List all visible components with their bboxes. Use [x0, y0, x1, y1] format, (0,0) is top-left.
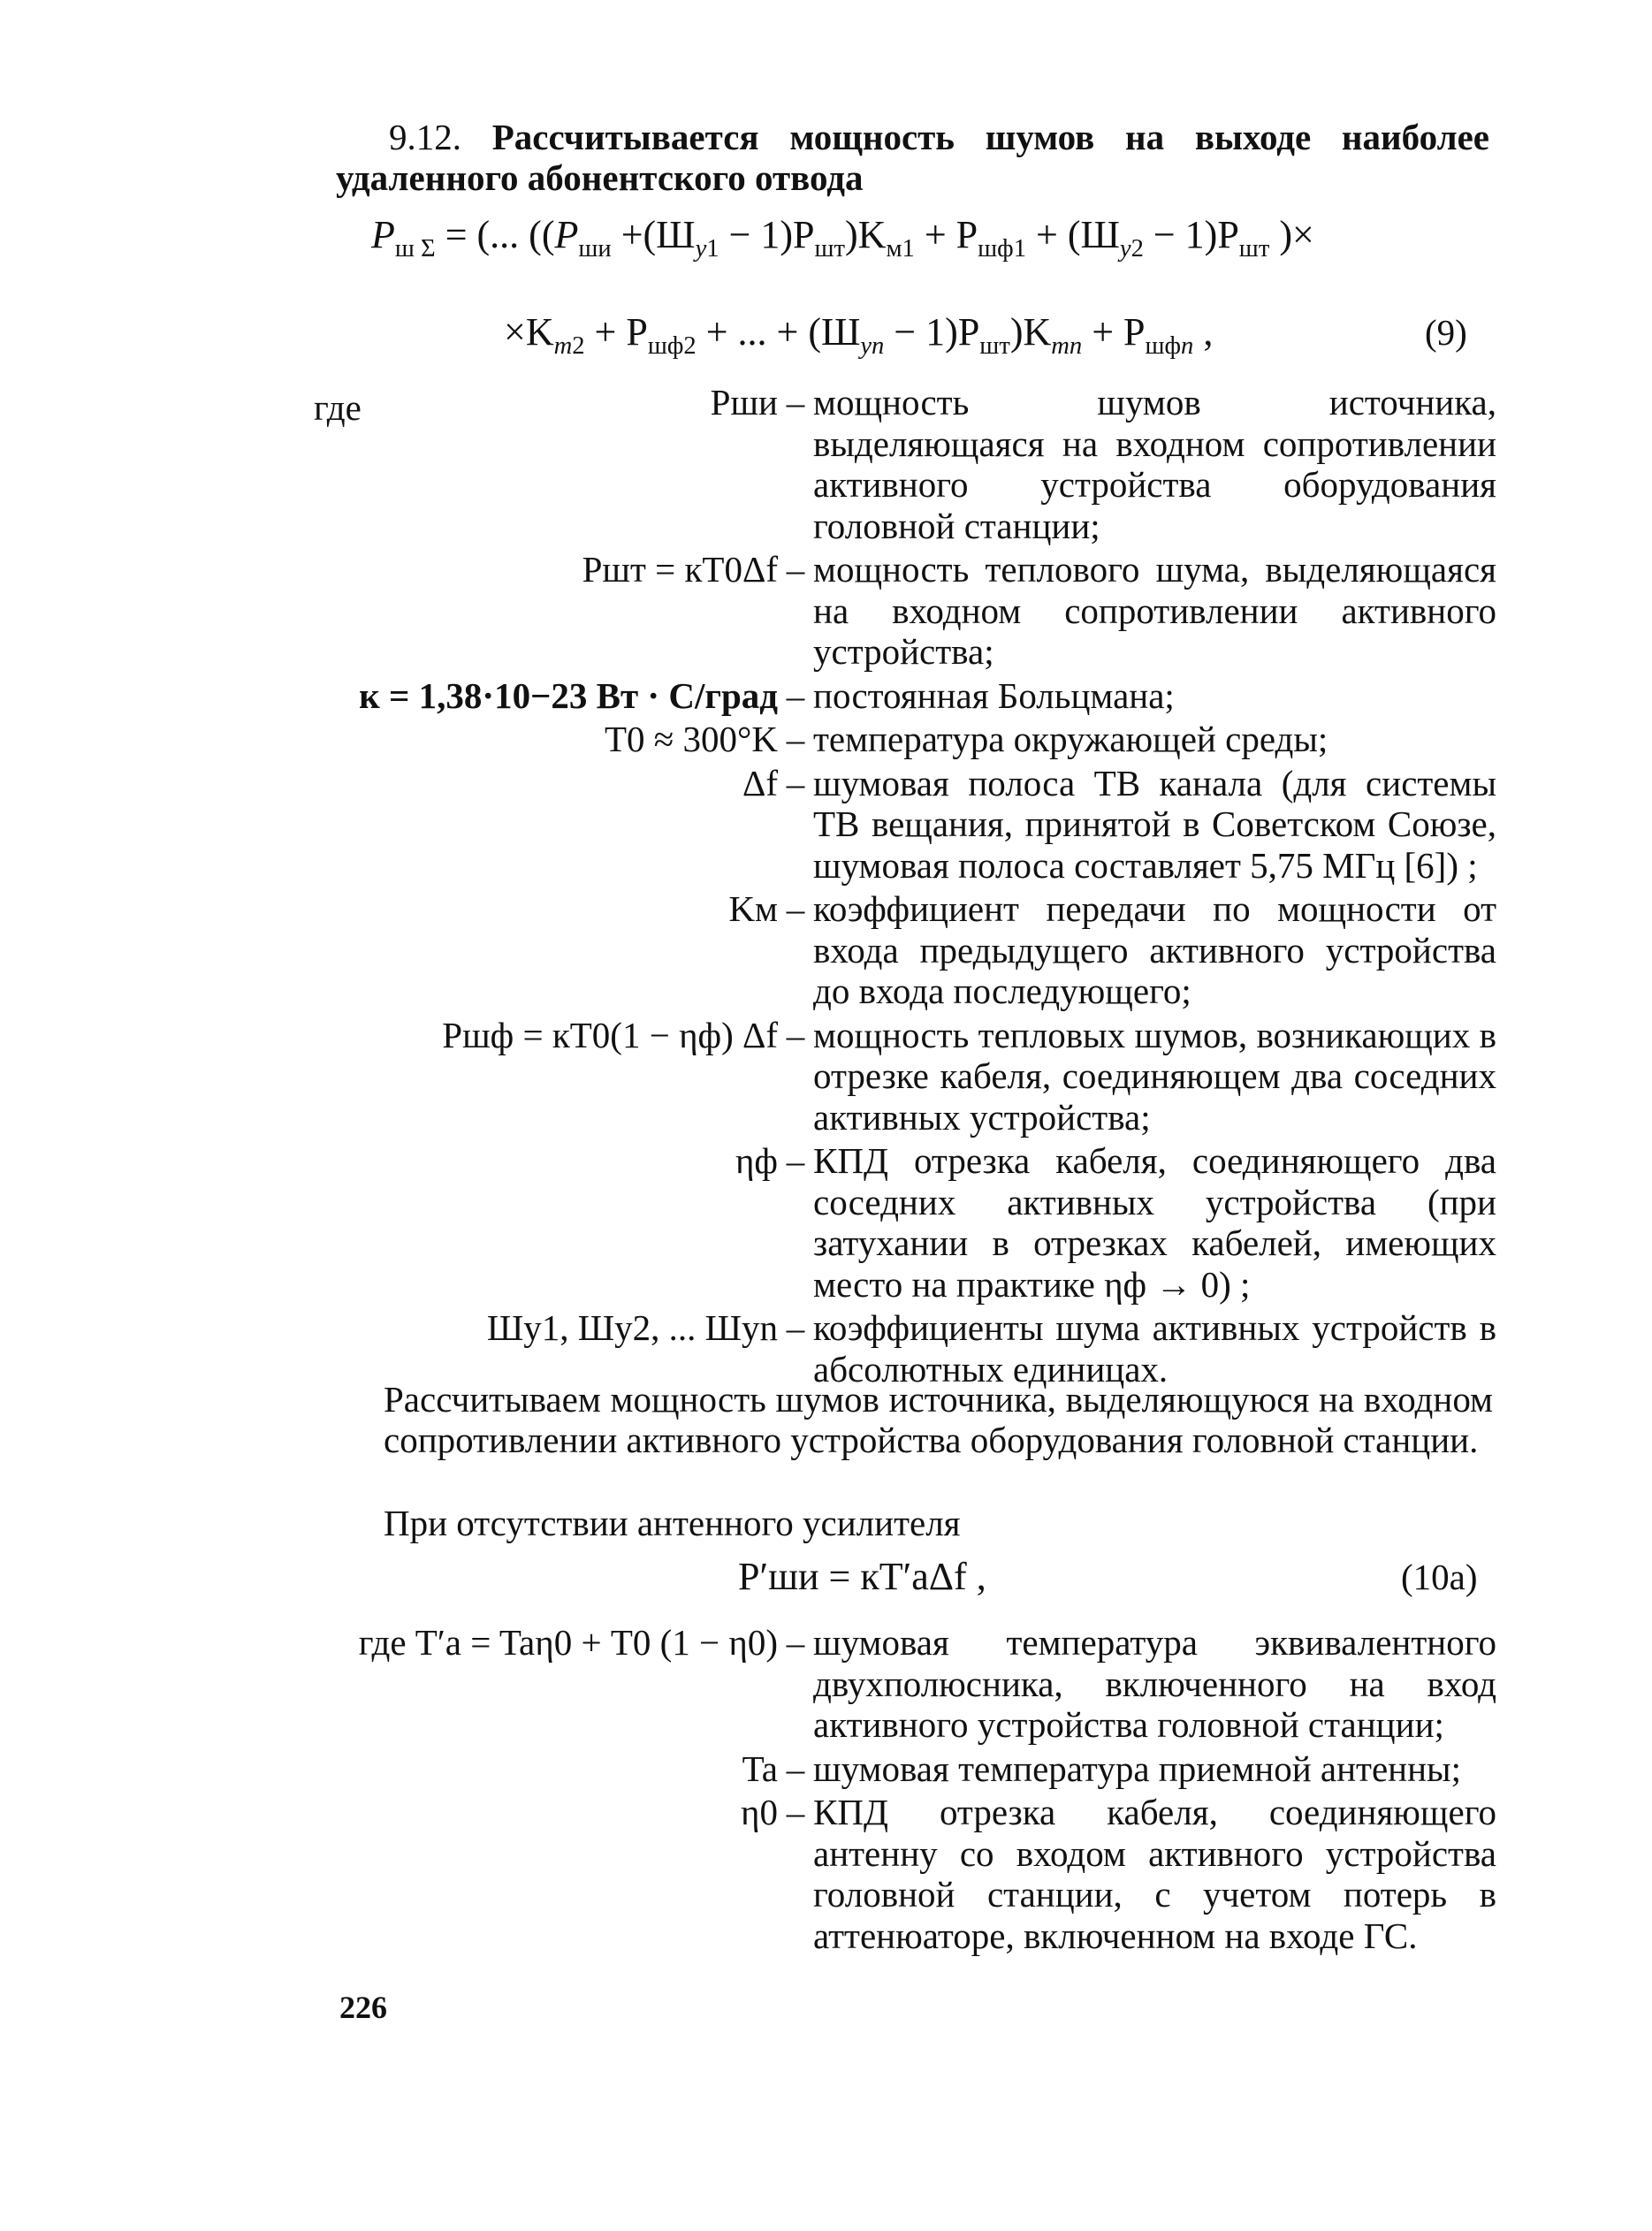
- definition-symbol: Pшт = кT0Δf: [582, 549, 778, 590]
- equation-10a-number: (10a): [1401, 1557, 1478, 1597]
- section-heading: [336, 117, 1489, 198]
- definition-dash: –: [786, 1622, 805, 1663]
- definition-text: шумовая температура эквивалентного двухполюсника, включенного на вход активного устройства головной станции;: [813, 1622, 1496, 1745]
- definition-text: шумовая полоса ТВ канала (для системы ТВ вещания, принятой в Советском Союзе, шумовая полоса составляет 5,75 МГц [6]) ;: [813, 762, 1496, 886]
- definition-row: [301, 888, 1503, 1012]
- page-number: 226: [339, 1990, 387, 2025]
- definition-dash: –: [786, 549, 805, 590]
- definition-row: [301, 719, 1503, 760]
- definition-text: шумовая температура приемной антенны;: [813, 1747, 1461, 1789]
- definition-text: мощность шумов источника, выделяющаяся на входном сопротивлении активного устройства оборудования головной станции;: [813, 382, 1496, 546]
- definition-dash: –: [786, 1747, 805, 1789]
- definition-dash: –: [786, 382, 805, 423]
- definition-row: [301, 1015, 1503, 1138]
- paragraph-source-noise: Рассчитываем мощность шумов источника, выделяющуюся на входном сопротивлении активного устройства оборудования головной станции.: [384, 1379, 1493, 1460]
- definition-symbol: где T′a = Taη0 + T0 (1 − η0): [358, 1622, 778, 1663]
- definition-text: КПД отрезка кабеля, соединяющего антенну со входом активного устройства головной станции, с учетом потерь в аттенюаторе, включенном на входе ГС.: [813, 1792, 1496, 1956]
- definition-row: [301, 1792, 1503, 1956]
- definition-row: [301, 675, 1503, 717]
- where-label: где: [314, 387, 362, 428]
- definition-text: коэффициенты шума активных устройств в абсолютных единицах.: [813, 1307, 1496, 1390]
- definition-text: мощность теплового шума, выделяющаяся на входном сопротивлении активного устройства;: [813, 549, 1496, 672]
- definition-dash: –: [786, 1014, 805, 1055]
- definition-text: КПД отрезка кабеля, соединяющего два соседних активных устройства (при затухании в отрезках кабелей, имеющих место на практике ηф → 0) ;: [813, 1140, 1496, 1305]
- definitions-list-1: [301, 382, 1503, 1392]
- definition-dash: –: [786, 1792, 805, 1832]
- paragraph-no-amplifier: При отсутствии антенного усилителя: [384, 1503, 961, 1543]
- definition-symbol: Pши: [710, 382, 778, 423]
- definition-symbol: Kм: [728, 888, 778, 929]
- equation-10a: P′ши = кT′aΔf ,: [738, 1555, 986, 1598]
- definitions-list-2: [301, 1622, 1503, 1959]
- definition-row: [301, 1140, 1503, 1305]
- definition-symbol: Ta: [742, 1747, 778, 1789]
- definition-row: [301, 1748, 1503, 1790]
- definition-dash: –: [786, 762, 805, 803]
- equation-9-line2: $\times K_{m2} + P_{шф2}$ + ... + $(Ш_{yn} - 1)P_{шт})K_{mn} + P_{шфn}$ ,: [504, 310, 1214, 360]
- definition-symbol: Δf: [742, 762, 778, 803]
- equation-9-number: (9): [1425, 312, 1467, 353]
- definition-dash: –: [786, 888, 805, 929]
- definition-symbol: η0: [741, 1792, 778, 1832]
- section-number: 9.12.: [389, 117, 461, 157]
- definition-dash: –: [786, 719, 805, 759]
- definition-dash: –: [786, 1307, 805, 1348]
- definition-symbol: Pшф = кT0(1 − ηф) Δf: [442, 1014, 778, 1055]
- definition-symbol: T0 ≈ 300°K: [604, 719, 778, 759]
- definition-row: [301, 1622, 1503, 1746]
- definition-dash: –: [786, 1140, 805, 1181]
- equation-9-line1: $P_{ш \Sigma}$ = (... ($(P_{ши} +(Ш_{y1} - 1)P_{шт})K_{м1} + P_{шф1} + (Ш_{y2} - 1)P_{шт}$ )×: [371, 213, 1314, 263]
- definition-row: [301, 382, 1503, 546]
- definition-symbol: ηф: [735, 1140, 778, 1181]
- definition-text: постоянная Больцмана;: [813, 674, 1175, 716]
- section-heading-text: Рассчитывается мощность шумов на выходе наиболее удаленного абонентского отвода: [336, 117, 1489, 198]
- definition-dash: –: [786, 674, 805, 716]
- definition-text: мощность тепловых шумов, возникающих в отрезке кабеля, соединяющем два соседних активных устройства;: [813, 1014, 1496, 1138]
- definition-text: температура окружающей среды;: [813, 719, 1328, 759]
- definition-symbol: Шy1, Шy2, ... Шyn: [486, 1307, 778, 1348]
- definition-symbol: к = 1,38·10−23 Вт · С/град: [359, 674, 778, 716]
- definition-row: [301, 1307, 1503, 1390]
- definition-text: коэффициент передачи по мощности от входа предыдущего активного устройства до входа последующего;: [813, 888, 1496, 1011]
- definition-row: [301, 549, 1503, 673]
- definition-row: [301, 763, 1503, 887]
